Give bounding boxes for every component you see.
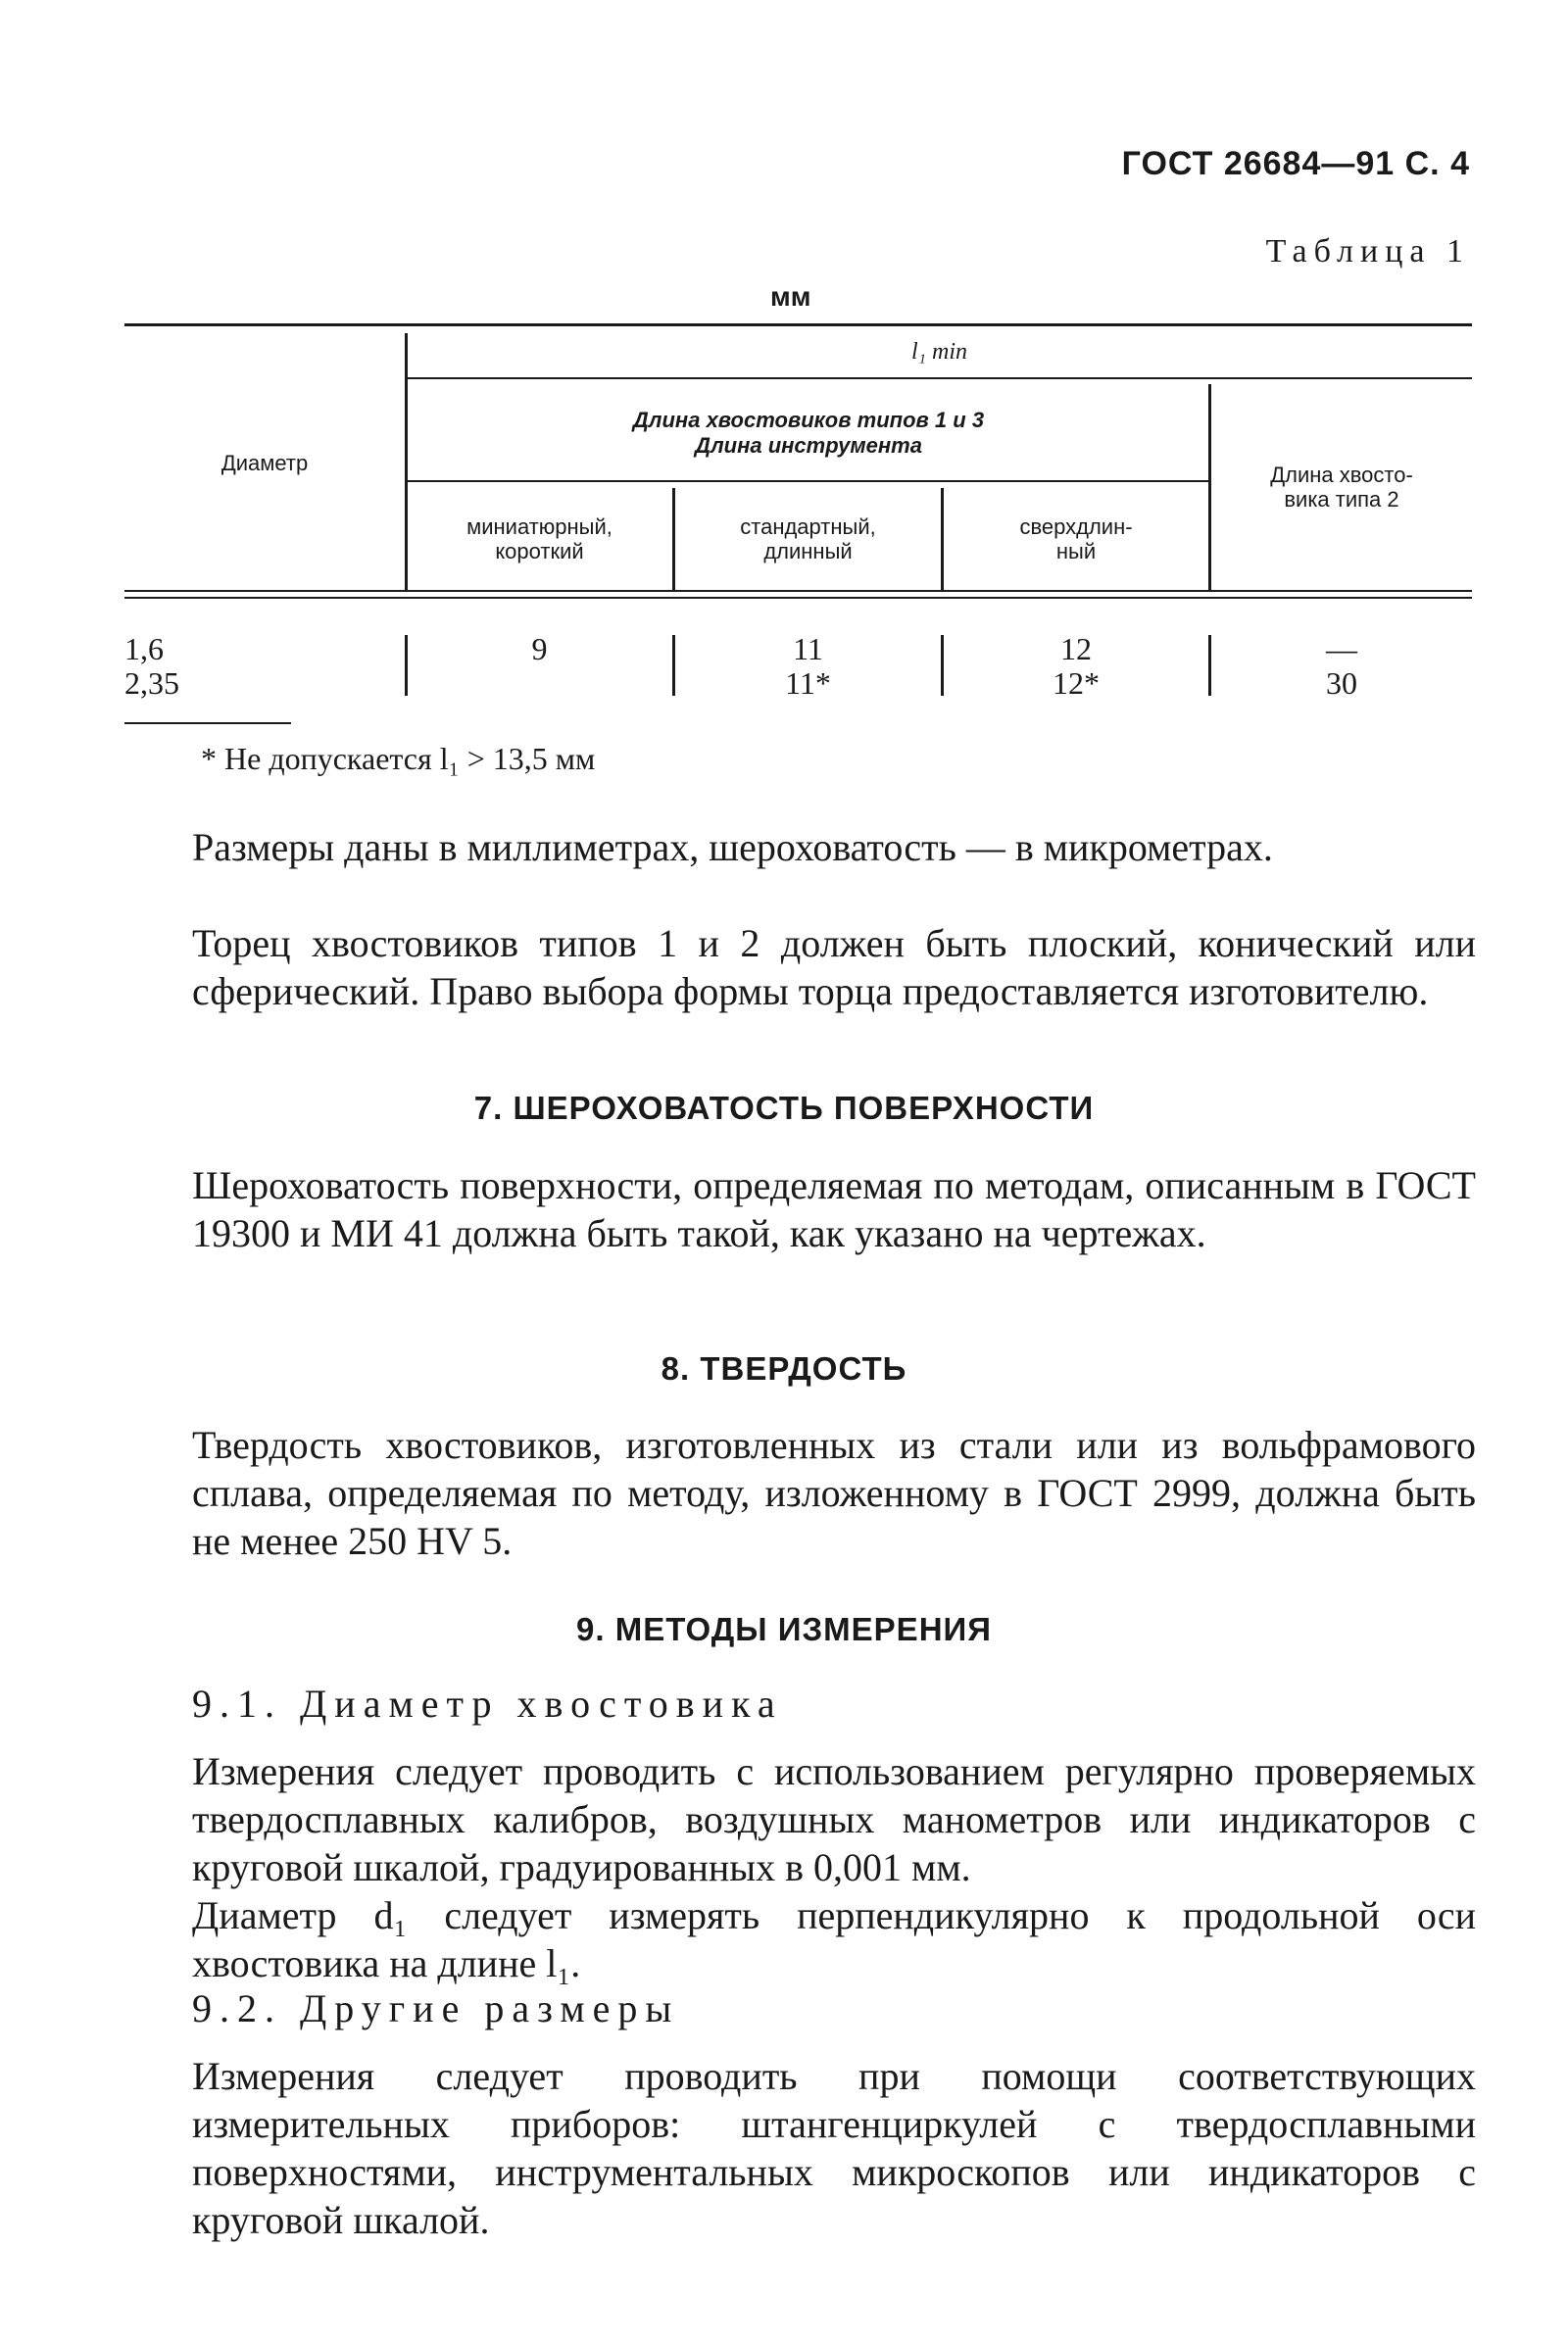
paragraph-diameter-axis-text: Диаметр d₁ следует измерять перпендикулярно к продольной оси хвостовика на длине l₁. bbox=[192, 1893, 1476, 1985]
table-top-rule bbox=[124, 323, 1472, 326]
row1-diameter: 1,6 bbox=[124, 631, 164, 666]
header-mini-line2: короткий bbox=[495, 539, 584, 563]
paragraph-diameter-measure bbox=[192, 1747, 1476, 1891]
table-label: Таблица 1 bbox=[1265, 233, 1470, 269]
heading-section-7: 7. ШЕРОХОВАТОСТЬ ПОВЕРХНОСТИ bbox=[473, 1090, 1095, 1126]
paragraph-other-dimensions bbox=[192, 2052, 1476, 2244]
row2-xl: 12* bbox=[1053, 665, 1100, 701]
header-rule-l1 bbox=[407, 377, 1472, 379]
header-xl-line1: сверхдлин- bbox=[1019, 514, 1133, 539]
header-std-line2: длинный bbox=[763, 539, 853, 563]
paragraph-units-text: Размеры даны в миллиметрах, шероховатость — в микрометрах. bbox=[192, 825, 1273, 869]
header-rule-group bbox=[407, 480, 1210, 482]
header-bottom-rule-2 bbox=[124, 597, 1472, 599]
header-type2-line2: вика типа 2 bbox=[1284, 487, 1399, 512]
paragraph-hardness bbox=[192, 1421, 1476, 1565]
row1-mini: 9 bbox=[531, 631, 548, 666]
row2-std: 11* bbox=[785, 665, 831, 701]
paragraph-other-dimensions-text: Измерения следует проводить при помощи соответствующих измерительных приборов: штангенциркулей с твердосплавными поверхностями, инструментальных микроскопов или индикаторов с круговой шкалой. bbox=[192, 2054, 1476, 2242]
paragraph-shank-end-text: Торец хвостовиков типов 1 и 2 должен быть плоский, конический или сферический. Право выбора формы торца предоставляется изготовителю. bbox=[192, 921, 1476, 1013]
row1-xl: 12 bbox=[1060, 631, 1092, 666]
heading-section-9: 9. МЕТОДЫ ИЗМЕРЕНИЯ bbox=[576, 1611, 992, 1647]
header-l1-min: l₁ min bbox=[910, 339, 967, 365]
header-mini-line1: миниатюрный, bbox=[466, 514, 612, 539]
header-std-line1: стандартный, bbox=[740, 514, 876, 539]
row2-diameter: 2,35 bbox=[124, 665, 179, 701]
dimensions-table bbox=[0, 0, 1568, 745]
paragraph-shank-end bbox=[192, 919, 1476, 1015]
row2-type2: 30 bbox=[1326, 665, 1357, 701]
subheading-9-2: 9.2. Другие размеры bbox=[192, 1986, 680, 2030]
paragraph-roughness bbox=[192, 1161, 1476, 1257]
table-units: мм bbox=[770, 281, 811, 312]
paragraph-diameter-measure-text: Измерения следует проводить с использованием регулярно проверяемых твердосплавных калибров, воздушных манометров или индикаторов с круговой шкалой, градуированных в 0,001 мм. bbox=[192, 1749, 1476, 1889]
subheading-9-1: 9.1. Диаметр хвостовика bbox=[192, 1682, 783, 1726]
header-group-line2: Длина инструмента bbox=[695, 433, 922, 458]
header-diameter: Диаметр bbox=[220, 451, 309, 475]
header-type2-line1: Длина хвосто- bbox=[1270, 463, 1413, 487]
row1-std: 11 bbox=[793, 631, 823, 666]
heading-section-8: 8. ТВЕРДОСТЬ bbox=[661, 1350, 907, 1387]
document-id: ГОСТ 26684—91 С. 4 bbox=[1121, 145, 1470, 182]
header-group-line1: Длина хвостовиков типов 1 и 3 bbox=[632, 408, 985, 432]
paragraph-hardness-text: Твердость хвостовиков, изготовленных из стали или из вольфрамового сплава, определяемая по методу, изложенному в ГОСТ 2999, должна быть не менее 250 HV 5. bbox=[192, 1423, 1476, 1563]
table-footnote: * Не допускается l₁ > 13,5 мм bbox=[201, 741, 596, 776]
row1-type2: — bbox=[1326, 631, 1357, 666]
header-bottom-rule-1 bbox=[124, 590, 1472, 592]
paragraph-units bbox=[192, 823, 1476, 871]
header-xl-line2: ный bbox=[1055, 539, 1097, 563]
footnote-rule bbox=[124, 722, 291, 724]
paragraph-diameter-axis bbox=[192, 1891, 1476, 1987]
paragraph-roughness-text: Шероховатость поверхности, определяемая по методам, описанным в ГОСТ 19300 и МИ 41 должна быть такой, как указано на чертежах. bbox=[192, 1163, 1476, 1255]
